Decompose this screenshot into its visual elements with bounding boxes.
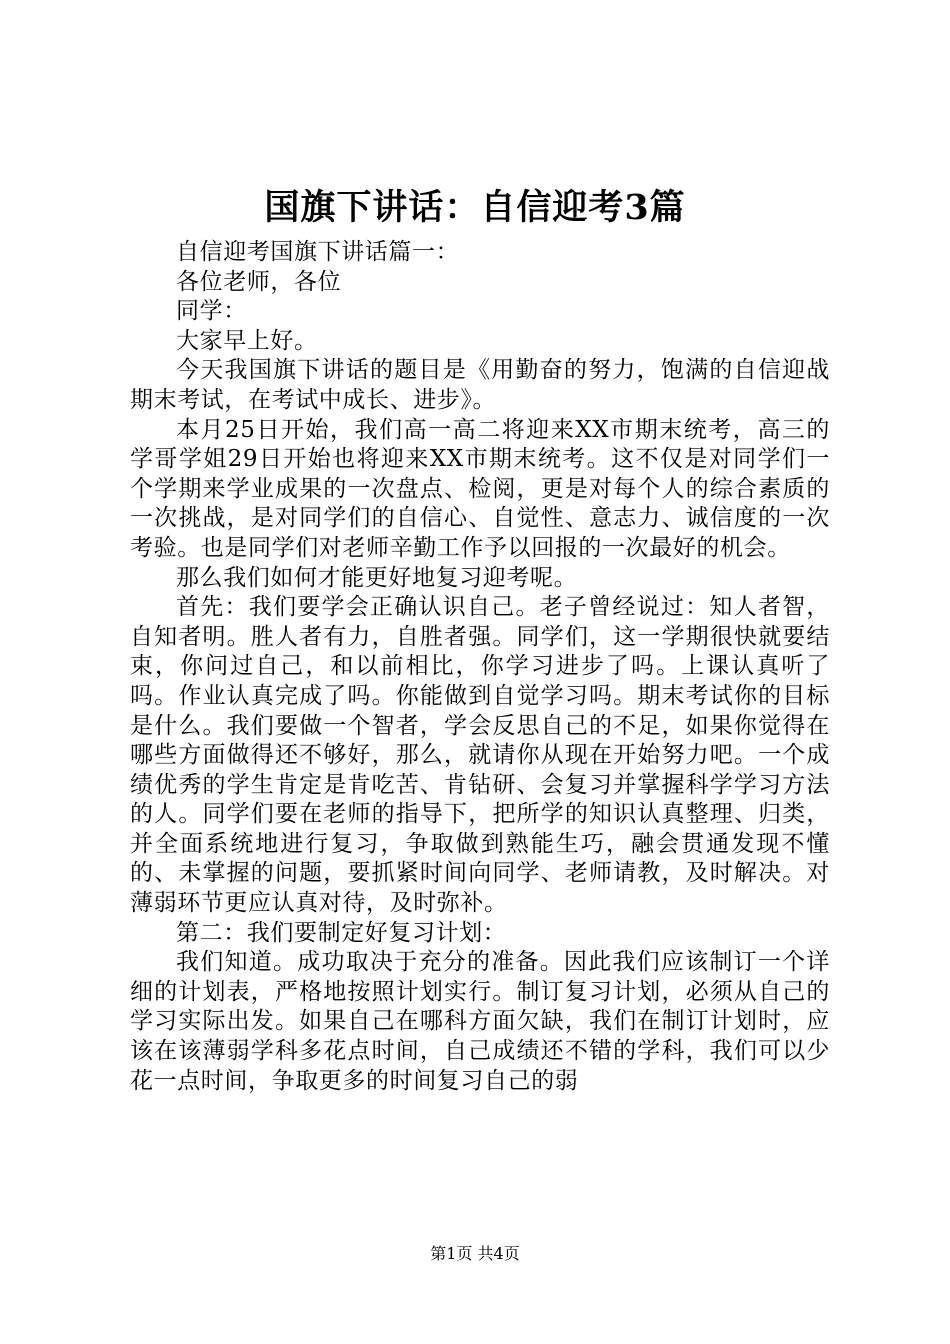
greeting-line: 大家早上好。 [176, 327, 318, 354]
body-paragraph: 今天我国旗下讲话的题目是《用勤奋的努力，饱满的自信迎战期末考试，在考试中成长、进步》。 [130, 357, 830, 413]
body-paragraph: 本月25日开始，我们高一高二将迎来XX市期末统考，高三的学哥学姐29日开始也将迎来XX市期末统考。这不仅是对同学们一个学期来学业成果的一次盘点、检阅，更是对每个人的综合素质的一次挑战，是对同学们的自信心、自觉性、意志力、诚信度的一次考验。也是同学们对老师辛勤工作予以回报的一次最好的机会。 [130, 416, 830, 561]
body-paragraph: 首先：我们要学会正确认识自己。老子曾经说过：知人者智，自知者明。胜人者有力，自胜者强。同学们，这一学期很快就要结束，你问过自己，和以前相比，你学习进步了吗。上课认真听了吗。作业认真完成了吗。你能做到自觉学习吗。期末考试你的目标是什么。我们要做一个智者，学会反思自己的不足，如果你觉得在哪些方面做得还不够好，那么，就请你从现在开始努力吧。一个成绩优秀的学生肯定是肯吃苦、肯钻研、会复习并掌握科学学习方法的人。同学们要在老师的指导下，把所学的知识认真整理、归类，并全面系统地进行复习，争取做到熟能生巧，融会贯通发现不懂的、未掌握的问题，要抓紧时间向同学、老师请教，及时解决。对薄弱环节更应认真对待，及时弥补。 [130, 594, 830, 917]
page-number-footer: 第1页 共4页 [430, 1244, 520, 1263]
document-body [130, 238, 830, 1096]
greeting-line: 同学： [176, 298, 247, 325]
body-paragraph: 第二：我们要制定好复习计划： [176, 919, 507, 946]
section-heading: 自信迎考国旗下讲话篇一： [176, 239, 460, 265]
body-paragraph: 那么我们如何才能更好地复习迎考呢。 [176, 564, 578, 591]
body-paragraph: 我们知道。成功取决于充分的准备。因此我们应该制订一个详细的计划表，严格地按照计划实行。制订复习计划，必须从自己的学习实际出发。如果自己在哪科方面欠缺，我们在制订计划时，应该在该薄弱学科多花点时间，自己成绩还不错的学科，我们可以少花一点时间，争取更多的时间复习自己的弱 [130, 949, 830, 1094]
document-title: 国旗下讲话：自信迎考3篇 [264, 187, 686, 228]
greeting-line: 各位老师，各位 [176, 268, 342, 295]
